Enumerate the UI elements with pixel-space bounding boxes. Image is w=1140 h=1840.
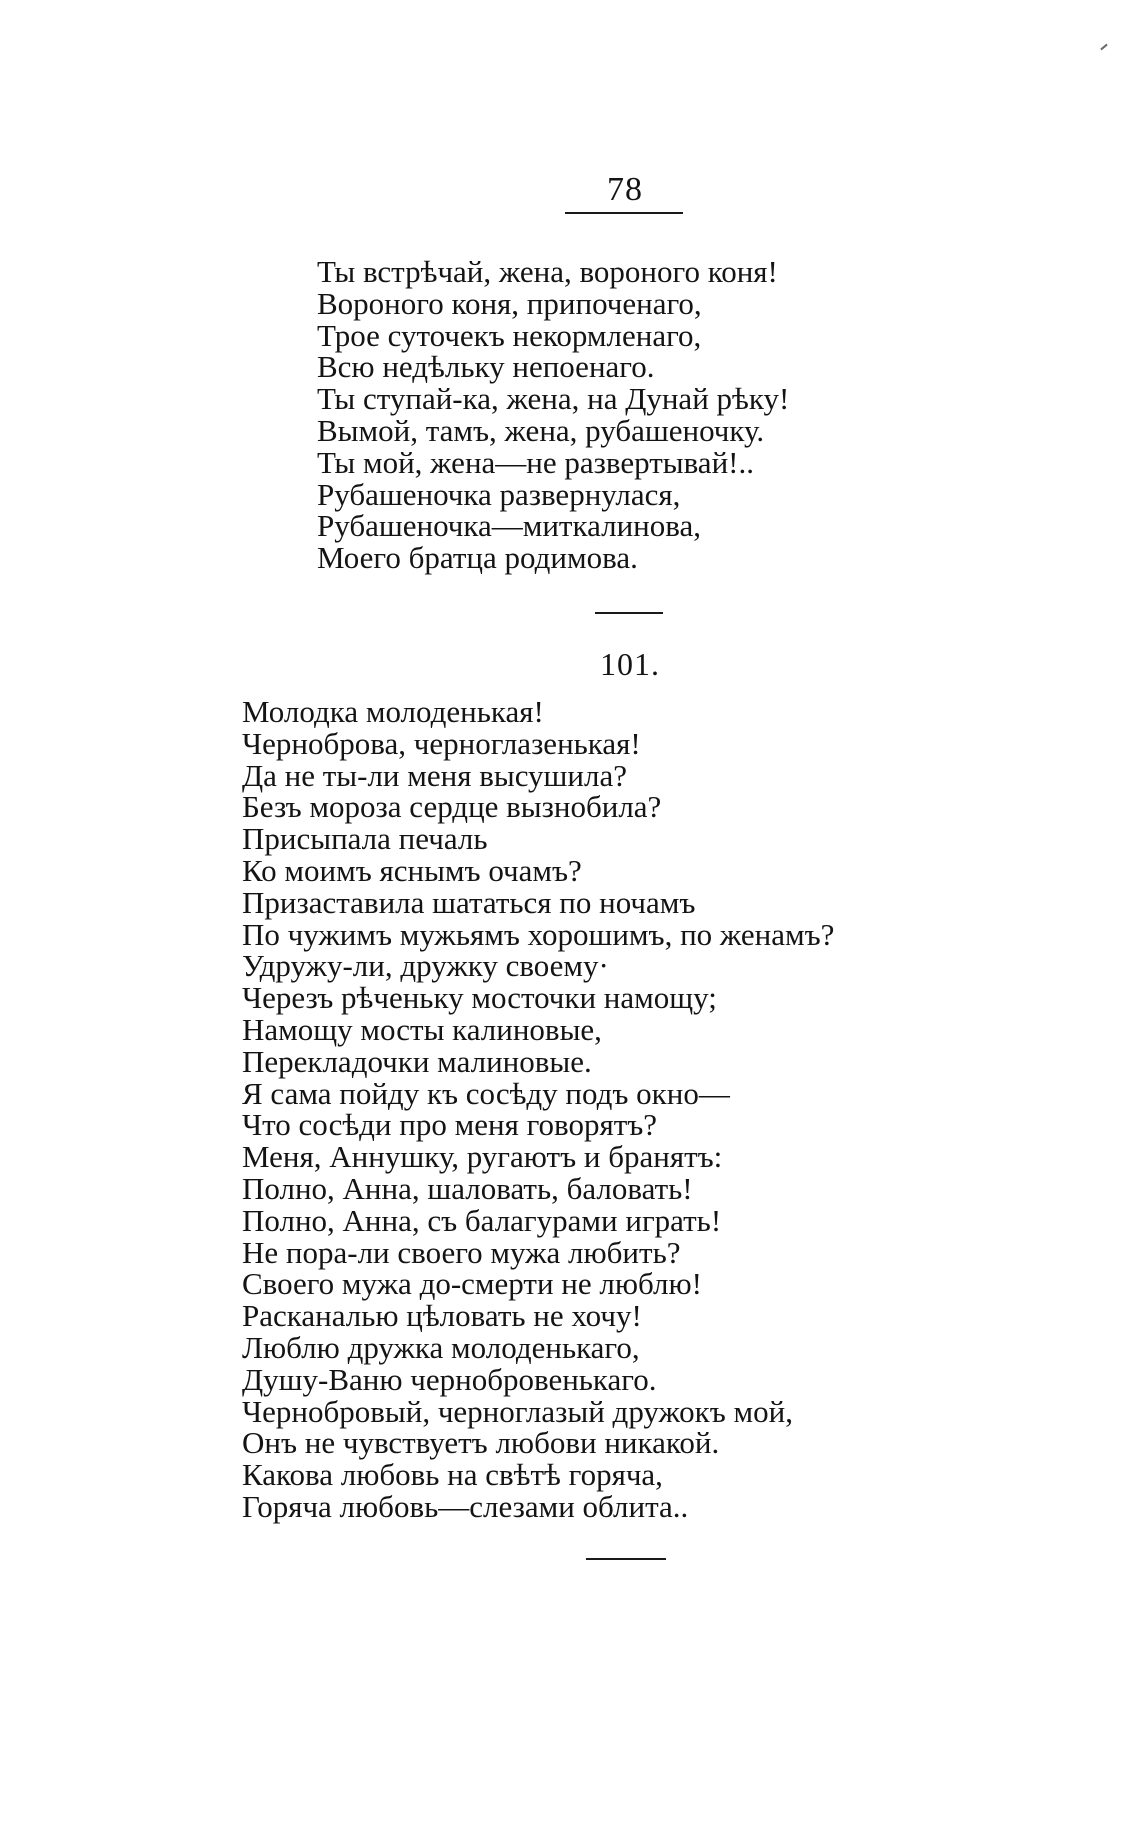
end-rule (586, 1558, 666, 1560)
verse-line: Вороного коня, припоченаго, (317, 285, 702, 321)
poem-text (242, 696, 834, 1523)
page-number-rule (565, 212, 683, 214)
verse-line: Моего братца родимова. (317, 540, 638, 576)
verse-line: Расканалью цѣловать не хочу! (242, 1298, 642, 1334)
verse-line: Я сама пойду къ сосѣду подъ окно— (242, 1075, 730, 1111)
verse-line: Да не ты-ли меня высушила? (242, 757, 628, 793)
verse-line: Какова любовь на свѣтѣ горяча, (242, 1457, 663, 1493)
verse-line: Онъ не чувствуетъ любови никакой. (242, 1425, 720, 1461)
page-number: 78 (607, 171, 643, 208)
verse-line: Люблю дружка молоденькаго, (242, 1329, 640, 1365)
verse-line: По чужимъ мужьямъ хорошимъ, по женамъ? (242, 916, 835, 952)
verse-line: Молодка молоденькая! (242, 694, 544, 729)
verse-line: Что сосѣди про меня говорятъ? (242, 1107, 658, 1143)
verse-line: Черезъ рѣченьку мосточки намощу; (242, 980, 717, 1016)
verse-line: Всю недѣльку непоенаго. (317, 349, 655, 385)
verse-line: Не пора-ли своего мужа любить? (242, 1234, 681, 1270)
verse-line: Ты ступай-ка, жена, на Дунай рѣку! (317, 381, 790, 417)
verse-line: Ты встрѣчай, жена, вороного коня! (317, 254, 778, 289)
verse-line: Безъ мороза сердце вызнобила? (242, 789, 662, 825)
poem-number: 101. (600, 646, 660, 682)
verse-line: Рубашеночка—миткалинова, (317, 508, 701, 544)
verse-line: Рубашеночка развернулася, (317, 476, 681, 512)
verse-line: Горяча любовь—слезами облита.. (242, 1488, 689, 1524)
verse-line: Полно, Анна, шаловать, баловать! (242, 1170, 693, 1206)
section-separator (595, 612, 663, 614)
verse-line: Трое суточекъ некормленаго, (317, 317, 702, 353)
verse-top (317, 256, 789, 574)
verse-line: Своего мужа до-смерти не люблю! (242, 1266, 702, 1302)
verse-line: Намощу мосты калиновые, (242, 1011, 602, 1047)
verse-line: Присыпала печаль (242, 821, 488, 857)
verse-line: Меня, Аннушку, ругаютъ и бранятъ: (242, 1139, 723, 1175)
verse-line: Перекладочки малиновые. (242, 1043, 592, 1079)
verse-line: Ты мой, жена—не развертывай!.. (317, 444, 754, 480)
verse-line: Вымой, тамъ, жена, рубашеночку. (317, 412, 765, 448)
verse-line: Чернобровый, черноглазый дружокъ мой, (242, 1393, 793, 1429)
stray-ink-mark (1100, 44, 1107, 51)
verse-line: Черноброва, черноглазенькая! (242, 725, 641, 761)
verse-line: Призаставила шататься по ночамъ (242, 884, 696, 920)
verse-line: Полно, Анна, съ балагурами играть! (242, 1202, 722, 1238)
verse-line: Ко моимъ яснымъ очамъ? (242, 852, 582, 888)
verse-line: Душу-Ваню чернобровенькаго. (242, 1361, 657, 1397)
verse-line: Удружу-ли, дружку своему· (242, 948, 609, 984)
